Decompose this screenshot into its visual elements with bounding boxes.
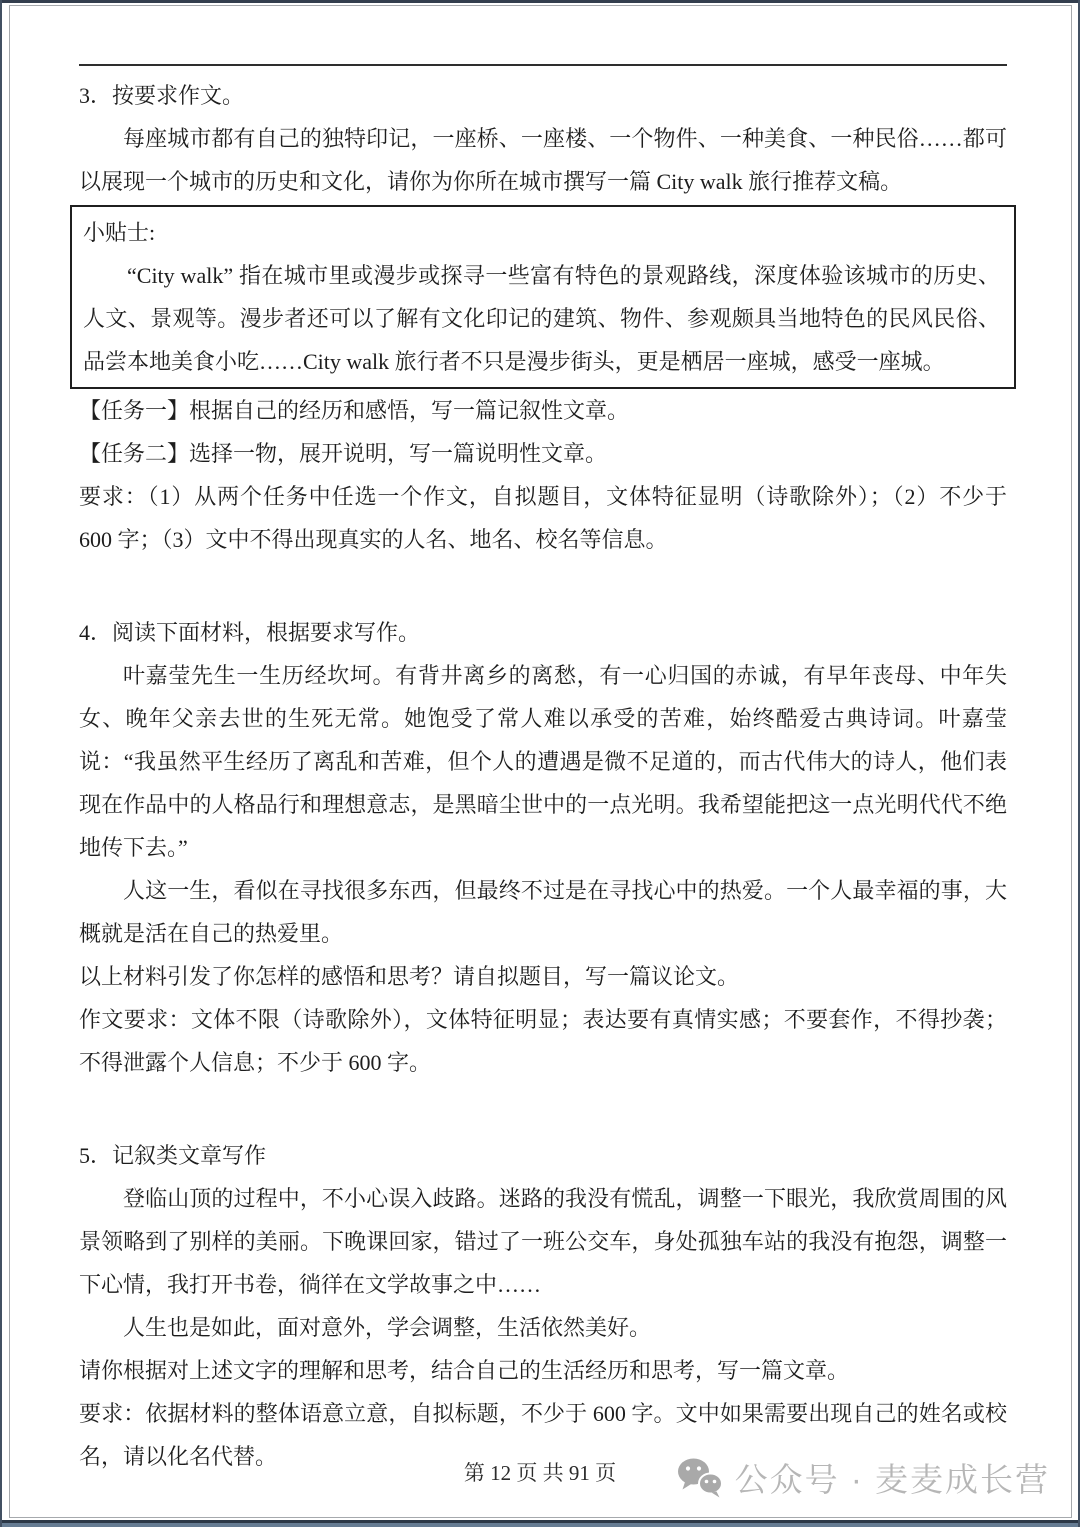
question-4-requirements: 作文要求：文体不限（诗歌除外），文体特征明显；表达要有真情实感；不要套作，不得抄袭；不得泄露个人信息；不少于 600 字。 [79,1007,1007,1075]
question-4-heading: 4．阅读下面材料，根据要求写作。 [79,620,421,645]
question-3-section [79,74,1007,561]
question-5-material-2: 人生也是如此，面对意外，学会调整，生活依然美好。 [123,1315,652,1340]
task-2: 【任务二】选择一物，展开说明，写一篇说明性文章。 [79,441,608,466]
task-1: 【任务一】根据自己的经历和感悟，写一篇记叙性文章。 [79,398,630,423]
page-content [2,0,1078,1478]
watermark [677,1454,1050,1501]
watermark-label: 公众号 · 麦麦成长营 [734,1461,1050,1498]
top-divider [79,64,1007,66]
question-5-heading: 5．记叙类文章写作 [79,1143,267,1168]
question-4-section [79,611,1007,1084]
question-3-requirements: 要求：（1）从两个任务中任选一个作文，自拟题目，文体特征显明（诗歌除外）；（2）不少于 600 字；（3）文中不得出现真实的人名、地名、校名等信息。 [79,484,1007,552]
question-5-requirements: 要求：依据材料的整体语意立意，自拟标题，不少于 600 字。文中如果需要出现自己的姓名或校名，请以化名代替。 [79,1401,1007,1469]
bottom-edge-bar-light [2,1523,1078,1527]
question-4-prompt: 以上材料引发了你怎样的感悟和思考？请自拟题目，写一篇议论文。 [79,964,740,989]
question-4-material-1: 叶嘉莹先生一生历经坎坷。有背井离乡的离愁，有一心归国的赤诚，有早年丧母、中年失女、晚年父亲去世的生死无常。她饱受了常人难以承受的苦难，始终酷爱古典诗词。叶嘉莹说：“我虽然平生经历了离乱和苦难，但个人的遭遇是微不足道的，而古代伟大的诗人，他们表现在作品中的人格品行和理想意志，是黑暗尘世中的一点光明。我希望能把这一点光明代代不绝地传下去。” [79,663,1007,860]
question-5-prompt: 请你根据对上述文字的理解和思考，结合自己的生活经历和思考，写一篇文章。 [79,1358,850,1383]
wechat-icon [677,1458,723,1498]
tip-box-body: “City walk” 指在城市里或漫步或探寻一些富有特色的景观路线，深度体验该城市的历史、人文、景观等。漫步者还可以了解有文化印记的建筑、物件、参观颇具当地特色的民风民俗、品尝本地美食小吃……City walk 旅行者不只是漫步街头，更是栖居一座城，感受一座城。 [83,263,1000,374]
page-indicator: 第 12 页 共 91 页 [463,1461,617,1485]
question-4-material-2: 人这一生，看似在寻找很多东西，但最终不过是在寻找心中的热爱。一个人最幸福的事，大概就是活在自己的热爱里。 [79,878,1007,946]
question-3-heading: 3．按要求作文。 [79,83,245,108]
question-3-intro: 每座城市都有自己的独特印记，一座桥、一座楼、一个物件、一种美食、一种民俗……都可以展现一个城市的历史和文化，请你为你所在城市撰写一篇 City walk 旅行推荐文稿。 [79,126,1007,194]
question-5-material-1: 登临山顶的过程中，不小心误入歧路。迷路的我没有慌乱，调整一下眼光，我欣赏周围的风景领略到了别样的美丽。下晚课回家，错过了一班公交车，身处孤独车站的我没有抱怨，调整一下心情，我打开书卷，徜徉在文学故事之中…… [79,1186,1007,1297]
tip-box [70,205,1016,389]
tip-box-title: 小贴士: [83,220,156,245]
question-5-section [79,1134,1007,1478]
